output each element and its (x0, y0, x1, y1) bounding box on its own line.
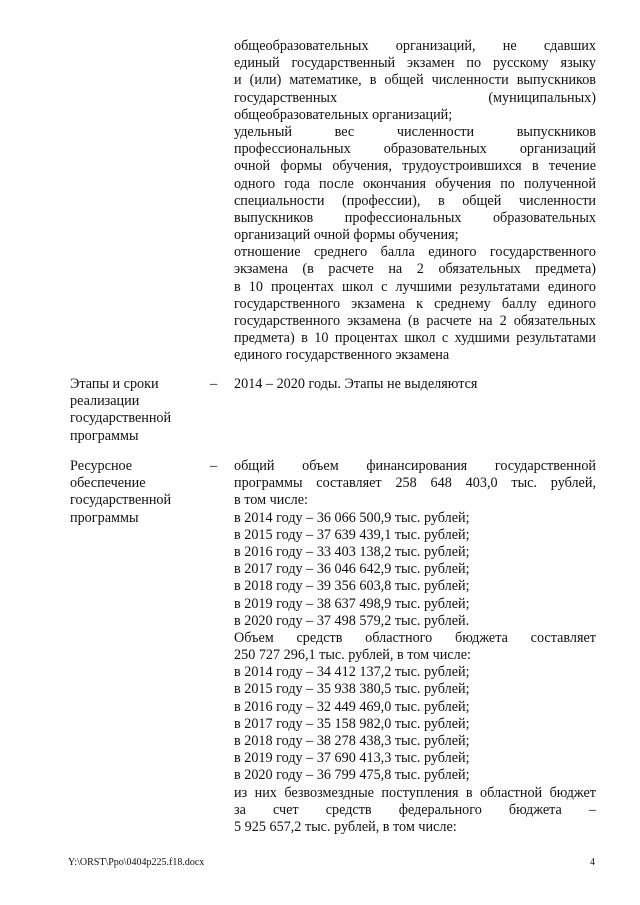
text-line: в 2015 году – 37 639 439,1 тыс. рублей; (234, 526, 470, 543)
text-line: 5 925 657,2 тыс. рублей, в том числе: (234, 818, 457, 835)
label-line: реализации (70, 393, 140, 410)
stages-text-block (234, 376, 596, 393)
text-line: профессиональных образовательных организаций (234, 141, 596, 158)
text-line: в 2017 году – 36 046 642,9 тыс. рублей; (234, 561, 470, 578)
text-line: 250 727 296,1 тыс. рублей, в том числе: (234, 647, 471, 664)
text-line: в том числе: (234, 492, 308, 509)
label-line: государственной (70, 492, 172, 509)
text-line: в 2014 году – 36 066 500,9 тыс. рублей; (234, 509, 470, 526)
text-line: в 2018 году – 38 278 438,3 тыс. рублей; (234, 733, 470, 749)
text-line: государственных (муниципальных) (234, 89, 596, 106)
label-line: государственной (70, 410, 172, 427)
label-line: обеспечение (70, 475, 146, 492)
footer-page-number: 4 (590, 857, 595, 868)
text-line: в 2019 году – 37 690 413,3 тыс. рублей; (234, 750, 470, 767)
text-line: в 2019 году – 38 637 498,9 тыс. рублей; (234, 595, 470, 612)
label-line: Ресурсное (70, 458, 133, 474)
text-line: государственного экзамена к среднему баллу единого (234, 295, 596, 312)
footer-file-path: Y:\ORST\Ppo\0404p225.f18.docx (68, 857, 205, 868)
text-line: в 2016 году – 32 449 469,0 тыс. рублей; (234, 698, 470, 715)
text-line: программы составляет 258 648 403,0 тыс. рублей, (234, 475, 596, 492)
resources-dash: – (210, 458, 218, 474)
text-line: Объем средств областного бюджета составляет (234, 629, 596, 646)
resources-text-block (234, 458, 596, 836)
stages-dash: – (210, 376, 218, 392)
text-line: в 2014 году – 34 412 137,2 тыс. рублей; (234, 664, 470, 681)
text-line: единый государственный экзамен по русскому языку (234, 55, 596, 72)
text-line: в 2016 году – 33 403 138,2 тыс. рублей; (234, 543, 470, 560)
stages-text: 2014 – 2020 годы. Этапы не выделяются (234, 376, 478, 392)
text-line: в 2017 году – 35 158 982,0 тыс. рублей; (234, 715, 470, 732)
stages-label (70, 376, 200, 445)
text-line: общеобразовательных организаций; (234, 106, 453, 123)
text-line: предмета) в 10 процентах школ с худшими результатами (234, 330, 596, 347)
text-line: очной формы обучения, трудоустроившихся в течение (234, 158, 596, 175)
text-line: удельный вес численности выпускников (234, 123, 596, 140)
text-line: в 2020 году – 37 498 579,2 тыс. рублей. (234, 612, 470, 629)
text-line: и (или) математике, в общей численности выпускников (234, 72, 596, 89)
text-line: выпускников профессиональных образовательных (234, 209, 596, 226)
label-line: программы (70, 509, 139, 526)
text-line: за счет средств федерального бюджета – (234, 801, 596, 818)
text-line: в 2015 году – 35 938 380,5 тыс. рублей; (234, 681, 470, 698)
text-line: отношение среднего балла единого государственного (234, 244, 596, 261)
text-line: единого государственного экзамена (234, 347, 450, 364)
text-line: организаций очной формы обучения; (234, 227, 459, 244)
text-line: в 2020 году – 36 799 475,8 тыс. рублей; (234, 767, 470, 784)
text-line: государственного экзамена (в расчете на 2 обязательных (234, 313, 596, 329)
text-line: в 10 процентах школ с лучшими результатами единого (234, 278, 596, 295)
text-line: специальности (профессии), в общей численности (234, 192, 596, 209)
text-line: общий объем финансирования государственной (234, 458, 596, 474)
text-line: в 2018 году – 39 356 603,8 тыс. рублей; (234, 578, 470, 595)
text-line: одного года после окончания обучения по полученной (234, 175, 596, 192)
targets-continuation (234, 38, 596, 365)
label-line: Этапы и сроки (70, 376, 159, 392)
label-line: программы (70, 427, 139, 444)
text-line: экзамена (в расчете на 2 обязательных предмета) (234, 261, 596, 278)
text-line: из них безвозмездные поступления в областной бюджет (234, 784, 596, 801)
resources-label (70, 458, 200, 527)
text-line: общеобразовательных организаций, не сдавших (234, 38, 596, 54)
